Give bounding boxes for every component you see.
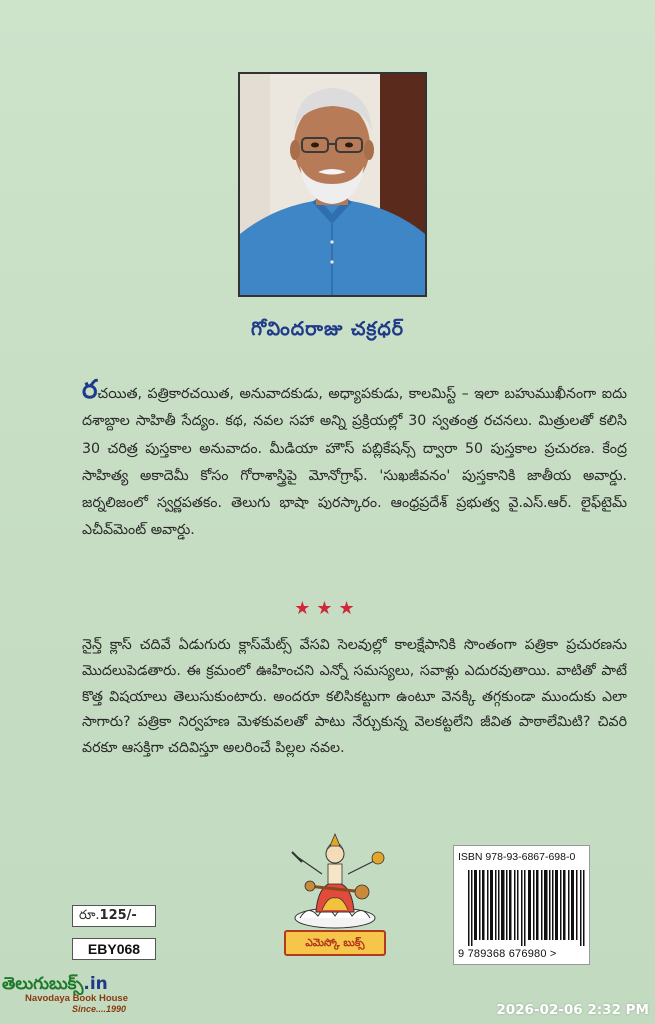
- author-photo: [238, 72, 427, 297]
- photo-timestamp: 2026-02-06 2:32 PM: [496, 1002, 649, 1018]
- price-amount: 125/-: [99, 908, 137, 923]
- publisher-logo: [278, 826, 393, 968]
- book-code: EBY068: [72, 938, 156, 960]
- author-portrait-icon: [240, 74, 425, 295]
- site-name: [2, 974, 132, 994]
- isbn-label: ISBN 978-93-6867-698-0: [458, 851, 576, 863]
- price-label: రూ.: [79, 908, 100, 923]
- site-name-text: తెలుగుబుక్స్: [2, 974, 84, 994]
- site-subtitle: Navodaya Book House: [25, 993, 128, 1004]
- publisher-banner: ఎమెస్కో బుక్స్: [284, 930, 386, 956]
- site-since: Since....1990: [71, 1004, 126, 1014]
- section-separator: ★★★: [294, 598, 361, 619]
- book-blurb: నైన్త్ క్లాస్ చదివే ఏడుగురు క్లాస్‌మేట్స్ వేసవి సెలవుల్లో కాలక్షేపానికి సొంతంగా పత్రికా ప్రచురణను మొదలుపెడతారు. ఈ క్రమంలో ఊహించని ఎన్నో సమస్యలు, సవాళ్లు ఎదురవుతాయి. వాటితో పాటే కొత్త విషయాలు తెలుసుకుంటారు. అందరూ కలిసికట్టుగా ఉంటూ వెనక్కి తగ్గకుండా ముందుకు ఎలా సాగారు? పత్రికా నిర్వహణ మెళకువలతో పాటు నేర్చుకున్న వెలకట్టలేని జీవిత పాఠాలేమిటి? చివరి వరకూ ఆసక్తిగా చదివిస్తూ అలరించే పిల్లల నవల.: [82, 637, 627, 757]
- site-watermark: [2, 974, 132, 1022]
- price-tag: [72, 905, 156, 927]
- bio-text: చయిత, పత్రికారచయిత, అనువాదకుడు, అధ్యాపకుడు, కాలమిస్ట్ – ఇలా బహుముఖీనంగా ఐదు దశాబ్దాల సాహితీ సేద్యం. కథ, నవల సహా అన్ని ప్రక్రియల్లో 30 స్వతంత్ర రచనలు. మిత్రులతో కలిసి 30 చరిత్ర పుస్తకాల అనువాదం. మీడియా హౌస్ పబ్లికేషన్స్ ద్వారా 50 పుస్తకాల ప్రచురణ. కేంద్ర సాహిత్య అకాదెమీ కోసం గోరాశాస్త్రిపై మోనోగ్రాఫ్. 'సుఖజీవనం' పుస్తకానికి జాతీయ అవార్డు. జర్నలిజంలో స్వర్ణపతకం. తెలుగు భాషా పురస్కారం. ఆంధ్రప్రదేశ్ ప్రభుత్వ వై.ఎస్.ఆర్. లైఫ్‌టైమ్ ఎచీవ్‌మెంట్ అవార్డు.: [82, 386, 627, 539]
- author-name: గోవిందరాజు చక్రధర్: [250, 318, 405, 340]
- bio-drop-cap: ర: [82, 375, 98, 405]
- saraswati-emblem-icon: [278, 826, 393, 934]
- isbn-digits: 9 789368 676980 >: [458, 948, 557, 960]
- barcode-icon: [468, 870, 586, 946]
- isbn-barcode-block: [453, 845, 590, 965]
- author-bio: [82, 375, 627, 545]
- site-name-suffix: .in: [83, 974, 108, 994]
